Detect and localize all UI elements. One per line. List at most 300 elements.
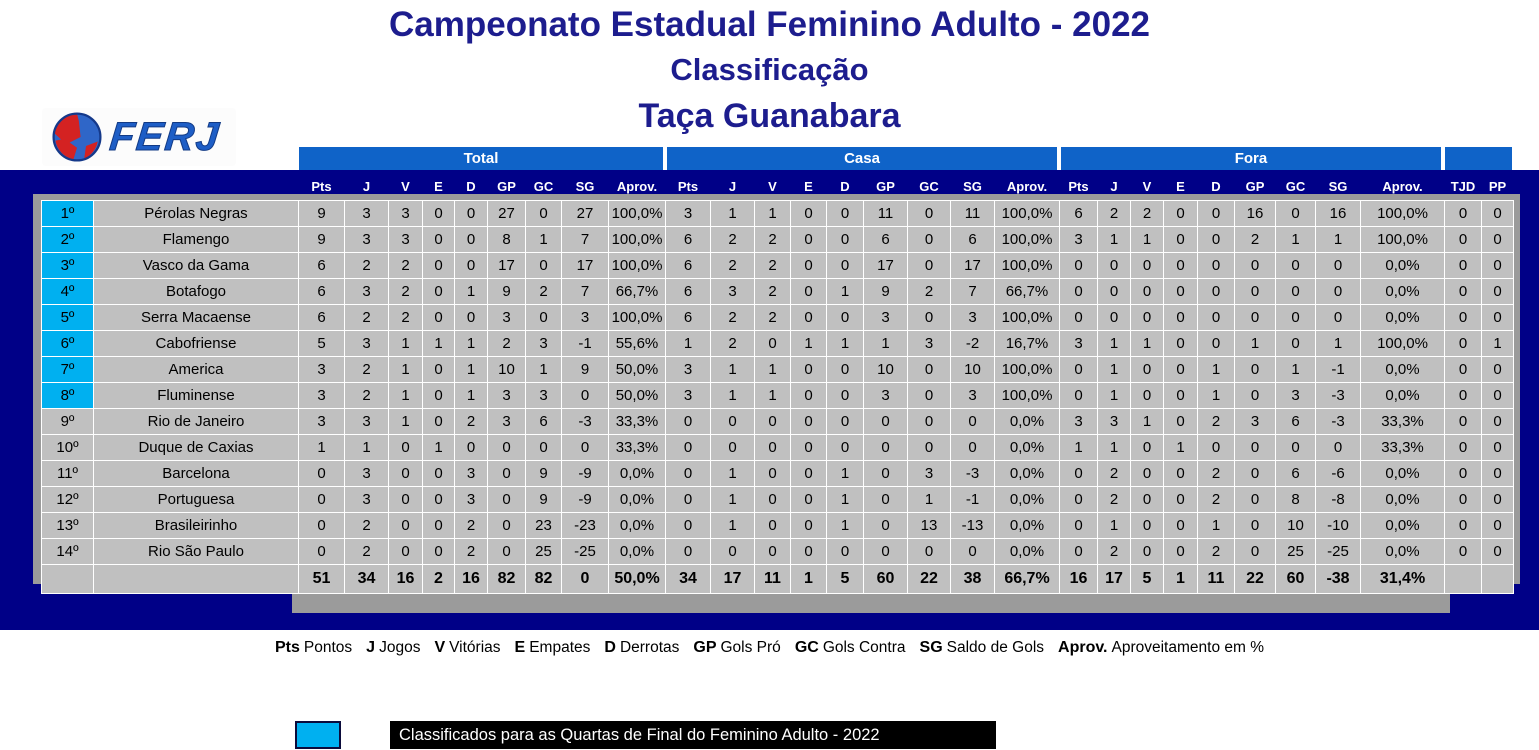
column-header: SG (1328, 178, 1348, 194)
stat-cell: -3 (1316, 383, 1361, 409)
column-header: GP (497, 178, 516, 194)
stat-cell: 0 (711, 409, 755, 435)
column-header: V (768, 178, 777, 194)
legend-abbr: GC (794, 639, 819, 656)
team-name-cell: Brasileirinho (94, 513, 299, 539)
stat-cell: 6 (666, 305, 711, 331)
ferj-logo (42, 108, 236, 166)
stat-cell: 6 (951, 227, 995, 253)
column-header: J (362, 178, 371, 194)
stat-cell: 17 (951, 253, 995, 279)
stat-cell: 1 (827, 331, 864, 357)
stat-cell: -3 (562, 409, 609, 435)
aprov-cell: 100,0% (609, 201, 666, 227)
stat-cell: 16 (1235, 201, 1276, 227)
stat-cell: 3 (299, 409, 345, 435)
totals-cell: 16 (1060, 565, 1098, 594)
stat-cell: 0 (1235, 435, 1276, 461)
stat-cell: 1 (1098, 513, 1131, 539)
section-header-total: Total (299, 147, 663, 170)
classified-caption (390, 721, 996, 749)
stat-cell: 0 (423, 305, 455, 331)
stat-cell: 0 (1164, 487, 1198, 513)
stat-cell: 0 (791, 305, 827, 331)
totals-cell: 2 (423, 565, 455, 594)
stat-cell: 0 (791, 357, 827, 383)
page-subtitle: Classificação (670, 52, 869, 87)
stat-cell: 9 (488, 279, 526, 305)
aprov-cell: 0,0% (1361, 357, 1445, 383)
stat-cell: 0 (1235, 487, 1276, 513)
stat-cell: 6 (666, 279, 711, 305)
legend-item (920, 639, 1045, 656)
stat-cell: 0 (755, 513, 791, 539)
pp-cell: 0 (1482, 279, 1514, 305)
stat-cell: 3 (345, 487, 389, 513)
stat-cell: 6 (1276, 409, 1316, 435)
stat-cell: 0 (1098, 305, 1131, 331)
stat-cell: 0 (389, 539, 423, 565)
standings-row (42, 305, 1514, 331)
team-name-cell: Vasco da Gama (94, 253, 299, 279)
stat-cell: 25 (526, 539, 562, 565)
team-name-cell: Botafogo (94, 279, 299, 305)
stat-cell: 2 (1198, 409, 1235, 435)
legend-label: Jogos (379, 639, 421, 656)
position-cell: 4º (42, 279, 94, 305)
stat-cell: 0 (423, 253, 455, 279)
stat-cell: 2 (345, 253, 389, 279)
stat-cell: 0 (864, 539, 908, 565)
stat-cell: 0 (1235, 513, 1276, 539)
stat-cell: 0 (1235, 279, 1276, 305)
stat-cell: 1 (1131, 409, 1164, 435)
aprov-cell: 100,0% (995, 253, 1060, 279)
stat-cell: 0 (864, 487, 908, 513)
stat-cell: 1 (864, 331, 908, 357)
team-name-cell: Portuguesa (94, 487, 299, 513)
aprov-cell: 0,0% (609, 513, 666, 539)
standings-row (42, 383, 1514, 409)
stat-cell: 0 (791, 435, 827, 461)
stat-cell: 3 (864, 383, 908, 409)
stat-cell: 1 (1164, 435, 1198, 461)
stat-cell: 1 (1098, 331, 1131, 357)
tjd-cell: 0 (1445, 513, 1482, 539)
stat-cell: 0 (1164, 201, 1198, 227)
stat-cell: 10 (488, 357, 526, 383)
stat-cell: 1 (1316, 331, 1361, 357)
stat-cell: 3 (562, 305, 609, 331)
stat-cell: 16 (1316, 201, 1361, 227)
team-name-cell: Barcelona (94, 461, 299, 487)
stat-cell: 1 (526, 227, 562, 253)
stat-cell: 0 (711, 539, 755, 565)
legend-item (604, 639, 679, 656)
aprov-cell: 100,0% (995, 383, 1060, 409)
stat-cell: 1 (345, 435, 389, 461)
stat-cell: 0 (1198, 253, 1235, 279)
stat-cell: 0 (1316, 279, 1361, 305)
stat-cell: 0 (1164, 279, 1198, 305)
stat-cell: 0 (755, 409, 791, 435)
position-cell: 11º (42, 461, 94, 487)
stat-cell: 1 (908, 487, 951, 513)
pp-cell: 0 (1482, 435, 1514, 461)
stat-cell: 2 (755, 227, 791, 253)
aprov-cell: 16,7% (995, 331, 1060, 357)
stat-cell: 0 (389, 461, 423, 487)
stat-cell: 0 (455, 305, 488, 331)
stat-cell: 23 (526, 513, 562, 539)
pp-cell: 0 (1482, 227, 1514, 253)
aprov-cell: 0,0% (1361, 253, 1445, 279)
stat-cell: 0 (755, 539, 791, 565)
stat-cell: 0 (299, 487, 345, 513)
stat-cell: 0 (455, 201, 488, 227)
stat-cell: 0 (791, 253, 827, 279)
legend-abbr: J (366, 639, 376, 656)
stat-cell: 1 (423, 435, 455, 461)
legend-item (275, 639, 352, 656)
stat-cell: 1 (711, 487, 755, 513)
legend-abbr: Pts (275, 639, 300, 656)
pp-cell: 0 (1482, 383, 1514, 409)
stat-cell: 10 (951, 357, 995, 383)
stat-cell: 2 (455, 513, 488, 539)
aprov-cell: 100,0% (1361, 227, 1445, 253)
standings-row (42, 201, 1514, 227)
column-header: TJD (1450, 178, 1476, 194)
stat-cell: 1 (1098, 435, 1131, 461)
stat-cell: 0 (864, 513, 908, 539)
stat-cell: 0 (666, 487, 711, 513)
column-header: GC (1285, 178, 1306, 194)
stat-cell: -1 (1316, 357, 1361, 383)
totals-cell: 82 (526, 565, 562, 594)
totals-cell: 34 (666, 565, 711, 594)
stat-cell: 3 (908, 331, 951, 357)
stat-cell: 1 (1198, 383, 1235, 409)
legend-item (795, 639, 906, 656)
legend-abbr: E (514, 639, 526, 656)
legend-label: Gols Contra (822, 639, 906, 656)
stat-cell: 2 (455, 409, 488, 435)
stat-cell: 3 (345, 227, 389, 253)
stat-cell: 1 (1131, 227, 1164, 253)
stat-cell: 0 (951, 435, 995, 461)
stat-cell: 0 (389, 435, 423, 461)
stat-cell: 0 (864, 409, 908, 435)
stat-cell: 0 (423, 487, 455, 513)
totals-cell: 22 (908, 565, 951, 594)
section-header-casa: Casa (667, 147, 1057, 170)
totals-cell: 38 (951, 565, 995, 594)
stat-cell: 0 (1198, 279, 1235, 305)
stat-cell: 0 (1276, 435, 1316, 461)
stat-cell: 6 (666, 253, 711, 279)
aprov-cell: 100,0% (995, 357, 1060, 383)
stat-cell: 2 (1098, 461, 1131, 487)
aprov-cell: 0,0% (1361, 305, 1445, 331)
stat-cell: 3 (488, 383, 526, 409)
pp-cell: 0 (1482, 253, 1514, 279)
stat-cell: 0 (1131, 279, 1164, 305)
totals-cell: 17 (711, 565, 755, 594)
stat-cell: 0 (423, 227, 455, 253)
legend-label: Pontos (303, 639, 353, 656)
column-header: GC (533, 178, 554, 194)
stat-cell: 0 (389, 487, 423, 513)
column-header: SG (963, 178, 982, 194)
standings-table (41, 172, 1514, 594)
stat-cell: -3 (1316, 409, 1361, 435)
stat-cell: 0 (455, 435, 488, 461)
pp-cell: 0 (1482, 305, 1514, 331)
stat-cell: 0 (908, 435, 951, 461)
stat-cell: 2 (711, 305, 755, 331)
stat-cell: 1 (1276, 227, 1316, 253)
stat-cell: 3 (299, 357, 345, 383)
stat-cell: 0 (1131, 383, 1164, 409)
stat-cell: 3 (1098, 409, 1131, 435)
stat-cell: 0 (1131, 461, 1164, 487)
stat-cell: 2 (1198, 539, 1235, 565)
stat-cell: 0 (423, 539, 455, 565)
stat-cell: 0 (1235, 253, 1276, 279)
stat-cell: 0 (455, 227, 488, 253)
stat-cell: 2 (389, 279, 423, 305)
stat-cell: -23 (562, 513, 609, 539)
stat-cell: 0 (791, 201, 827, 227)
stat-cell: 3 (488, 305, 526, 331)
stat-cell: 0 (1060, 461, 1098, 487)
stat-cell: 0 (827, 227, 864, 253)
aprov-cell: 0,0% (995, 409, 1060, 435)
stat-cell: 1 (299, 435, 345, 461)
aprov-cell: 100,0% (995, 305, 1060, 331)
tjd-cell: 0 (1445, 409, 1482, 435)
stat-cell: 3 (526, 331, 562, 357)
standings-row (42, 253, 1514, 279)
column-header: Pts (677, 178, 699, 194)
stat-cell: 3 (908, 461, 951, 487)
stat-cell: 0 (908, 227, 951, 253)
stat-cell: 0 (299, 513, 345, 539)
stat-cell: 9 (526, 461, 562, 487)
tjd-cell: 0 (1445, 539, 1482, 565)
stat-cell: 2 (1098, 487, 1131, 513)
aprov-cell: 0,0% (1361, 383, 1445, 409)
stat-cell: -3 (951, 461, 995, 487)
standings-row (42, 539, 1514, 565)
aprov-cell: 0,0% (995, 539, 1060, 565)
stat-cell: 0 (755, 487, 791, 513)
stat-cell: 0 (791, 279, 827, 305)
stat-cell: 9 (526, 487, 562, 513)
stat-cell: 0 (1060, 357, 1098, 383)
stat-cell: -1 (951, 487, 995, 513)
stat-cell: 0 (908, 305, 951, 331)
aprov-cell: 0,0% (1361, 487, 1445, 513)
stat-cell: 3 (345, 279, 389, 305)
stat-cell: 3 (1060, 331, 1098, 357)
totals-cell: 5 (1131, 565, 1164, 594)
stat-cell: 1 (755, 201, 791, 227)
stat-cell: 1 (1098, 227, 1131, 253)
stat-cell: 3 (526, 383, 562, 409)
stat-cell: 27 (562, 201, 609, 227)
stat-cell: 3 (389, 227, 423, 253)
stat-cell: 0 (791, 539, 827, 565)
stat-cell: 0 (1131, 305, 1164, 331)
stat-cell: 0 (666, 513, 711, 539)
blank-cell (1445, 565, 1482, 594)
stat-cell: 0 (908, 201, 951, 227)
position-cell: 3º (42, 253, 94, 279)
aprov-cell: 0,0% (995, 435, 1060, 461)
stat-cell: 1 (389, 409, 423, 435)
stat-cell: 1 (1235, 331, 1276, 357)
stat-cell: 0 (666, 461, 711, 487)
standings-row (42, 331, 1514, 357)
stat-cell: 6 (299, 253, 345, 279)
stat-cell: 3 (345, 461, 389, 487)
stat-cell: 3 (666, 357, 711, 383)
stat-cell: 2 (389, 253, 423, 279)
stat-cell: 1 (455, 331, 488, 357)
stat-cell: -25 (562, 539, 609, 565)
stat-cell: 1 (1098, 357, 1131, 383)
totals-cell: 66,7% (995, 565, 1060, 594)
aprov-cell: 0,0% (1361, 461, 1445, 487)
aprov-cell: 33,3% (609, 409, 666, 435)
totals-cell: 60 (864, 565, 908, 594)
stat-cell: 3 (345, 331, 389, 357)
pp-cell: 0 (1482, 539, 1514, 565)
legend-label: Vitórias (449, 639, 501, 656)
stat-cell: 0 (1316, 253, 1361, 279)
column-header: E (1176, 178, 1185, 194)
standings-row (42, 461, 1514, 487)
classified-swatch (295, 721, 341, 749)
stat-cell: 3 (345, 409, 389, 435)
stat-cell: 3 (1276, 383, 1316, 409)
stat-cell: 1 (389, 383, 423, 409)
stat-cell: 1 (827, 461, 864, 487)
tjd-cell: 0 (1445, 435, 1482, 461)
stat-cell: 0 (299, 539, 345, 565)
totals-cell: 60 (1276, 565, 1316, 594)
stat-cell: 2 (345, 513, 389, 539)
stat-cell: 2 (755, 279, 791, 305)
aprov-cell: 33,3% (609, 435, 666, 461)
stat-cell: -6 (1316, 461, 1361, 487)
aprov-cell: 0,0% (609, 461, 666, 487)
stat-cell: 0 (1164, 331, 1198, 357)
stat-cell: 1 (755, 357, 791, 383)
pp-cell: 0 (1482, 201, 1514, 227)
stat-cell: 2 (345, 305, 389, 331)
stat-cell: 0 (908, 253, 951, 279)
stat-cell: 0 (908, 539, 951, 565)
cup-title: Taça Guanabara (638, 97, 901, 135)
stat-cell: 2 (389, 305, 423, 331)
aprov-cell: 50,0% (609, 383, 666, 409)
aprov-cell: 66,7% (995, 279, 1060, 305)
column-header: E (804, 178, 813, 194)
totals-cell: 11 (755, 565, 791, 594)
column-header: E (434, 178, 443, 194)
totals-cell: 5 (827, 565, 864, 594)
stat-cell: 17 (562, 253, 609, 279)
column-header: GP (876, 178, 895, 194)
stat-cell: 0 (1060, 253, 1098, 279)
stat-cell: 3 (666, 201, 711, 227)
stat-cell: 1 (711, 201, 755, 227)
stat-cell: 1 (711, 357, 755, 383)
stat-cell: 9 (562, 357, 609, 383)
stat-cell: 0 (1235, 357, 1276, 383)
stat-cell: 3 (666, 383, 711, 409)
stat-cell: 0 (1198, 201, 1235, 227)
aprov-cell: 66,7% (609, 279, 666, 305)
stat-cell: 1 (791, 331, 827, 357)
stat-cell: 6 (299, 279, 345, 305)
stat-cell: 3 (1060, 227, 1098, 253)
tjd-cell: 0 (1445, 331, 1482, 357)
stat-cell: 0 (1198, 435, 1235, 461)
aprov-cell: 100,0% (609, 227, 666, 253)
stat-cell: 3 (1060, 409, 1098, 435)
stat-cell: 0 (1131, 435, 1164, 461)
aprov-cell: 50,0% (609, 357, 666, 383)
blank-cell (94, 565, 299, 594)
legend-abbr: GP (693, 639, 717, 656)
stat-cell: 0 (1131, 487, 1164, 513)
stat-cell: 1 (827, 487, 864, 513)
stat-cell: 0 (1276, 305, 1316, 331)
stat-cell: 0 (755, 461, 791, 487)
stat-cell: 0 (1131, 357, 1164, 383)
stat-cell: 0 (488, 539, 526, 565)
stat-cell: 0 (299, 461, 345, 487)
column-header (94, 172, 299, 201)
ferj-logo-text: FERJ (107, 114, 223, 159)
stat-cell: 1 (711, 383, 755, 409)
stat-cell: 0 (711, 435, 755, 461)
pp-cell: 0 (1482, 461, 1514, 487)
stat-cell: 1 (526, 357, 562, 383)
stat-cell: 1 (389, 331, 423, 357)
stat-cell: 1 (1098, 383, 1131, 409)
stat-cell: 0 (1098, 279, 1131, 305)
stat-cell: 0 (488, 487, 526, 513)
stat-cell: 0 (1164, 227, 1198, 253)
stat-cell: 0 (1235, 539, 1276, 565)
column-header: Aprov. (1006, 178, 1048, 194)
stat-cell: 3 (1235, 409, 1276, 435)
stat-cell: 1 (711, 461, 755, 487)
stat-cell: 0 (864, 435, 908, 461)
stat-cell: 0 (1316, 435, 1361, 461)
stat-cell: 0 (1164, 383, 1198, 409)
stat-cell: 0 (1131, 513, 1164, 539)
position-cell: 13º (42, 513, 94, 539)
stat-cell: 0 (1131, 539, 1164, 565)
team-name-cell: Rio São Paulo (94, 539, 299, 565)
stat-cell: 0 (1198, 305, 1235, 331)
